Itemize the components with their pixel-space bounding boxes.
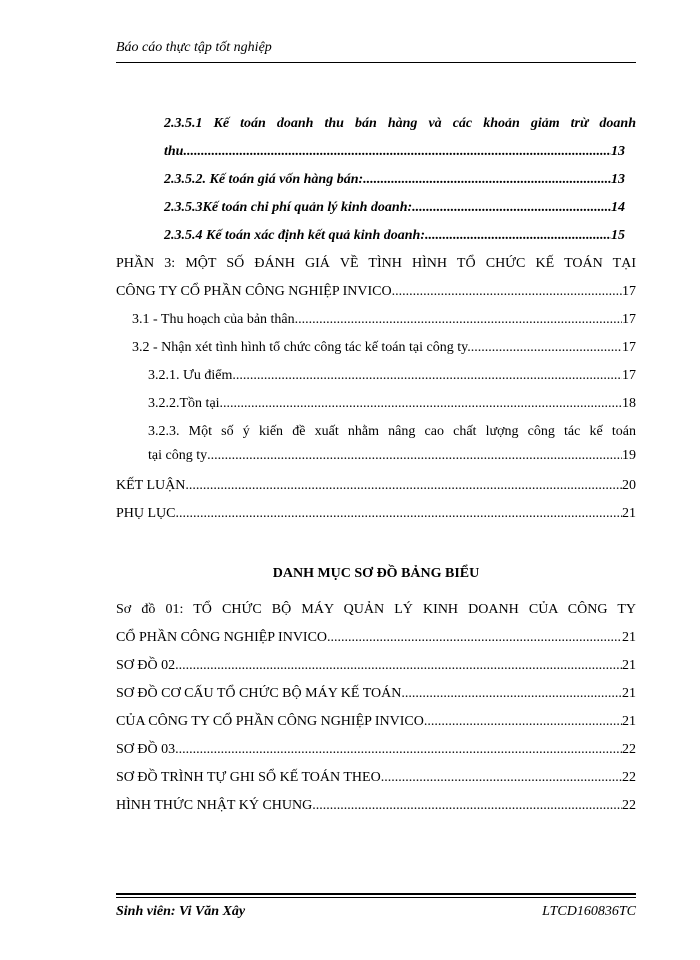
figure-list-entry-page: 21 xyxy=(622,630,636,645)
toc-entry-label: KẾT LUẬN xyxy=(116,478,186,493)
toc-entry-label: 2.3.5.2. Kế toán giá vốn hàng bán: xyxy=(164,172,364,187)
figure-list-entry-page: 21 xyxy=(622,658,636,673)
toc-entry-label: 2.3.5.3Kế toán chi phí quản lý kinh doanh: xyxy=(164,200,413,215)
figure-list-entry[interactable] xyxy=(116,798,636,814)
toc-entry-label: 2.3.5.1 Kế toán doanh thu bán hàng và các khoản giảm trừ doanh xyxy=(164,116,636,131)
figure-list-entry-page: 21 xyxy=(622,686,636,701)
footer-student-name: Sinh viên: Vi Văn Xây xyxy=(116,904,246,919)
toc-entry[interactable] xyxy=(164,172,625,188)
toc-entry-leader xyxy=(471,340,622,356)
toc-entry[interactable] xyxy=(164,144,625,160)
figure-list-entry-page: 22 xyxy=(622,770,636,785)
header-rule xyxy=(116,62,636,63)
figure-list-entry-leader xyxy=(401,686,622,702)
toc-entry-page: 17 xyxy=(622,368,636,383)
footer-student-code: LTCD160836TC xyxy=(542,904,636,919)
toc-entry-leader xyxy=(412,200,611,216)
figure-list-entry-label: HÌNH THỨC NHẬT KÝ CHUNG xyxy=(116,798,313,813)
figure-list-entry-leader xyxy=(175,742,622,758)
toc-entry-page: 19 xyxy=(622,448,636,463)
toc-entry[interactable] xyxy=(116,506,636,522)
figure-list-entry-page: 21 xyxy=(622,714,636,729)
figure-list-entry-label: SƠ ĐỒ TRÌNH TỰ GHI SỔ KẾ TOÁN THEO xyxy=(116,770,381,785)
toc-entry[interactable] xyxy=(148,396,636,412)
toc-entry[interactable] xyxy=(116,284,636,300)
figure-list-entry-page: 22 xyxy=(622,742,636,757)
figure-list-entry-label: SƠ ĐỒ 02 xyxy=(116,658,176,673)
toc-entry-leader xyxy=(363,172,611,188)
toc-entry[interactable] xyxy=(132,312,636,328)
toc-entry-label: 3.2.3. Một số ý kiến đề xuất nhằm nâng cao chất lượng công tác kế toán xyxy=(148,424,636,439)
toc-entry-page: 13 xyxy=(611,172,625,187)
figure-list-entry[interactable] xyxy=(116,714,636,730)
toc-entry-label: 3.1 - Thu hoạch của bản thân xyxy=(132,312,295,327)
toc-entry-page: 20 xyxy=(622,478,636,493)
figure-list-entry[interactable] xyxy=(116,686,636,702)
toc-entry-leader xyxy=(183,144,611,160)
toc-entry-label: tại công ty xyxy=(148,448,208,463)
toc-entry-leader xyxy=(232,368,622,384)
figure-list-entry[interactable] xyxy=(116,630,636,646)
toc-entry-leader xyxy=(220,396,622,412)
figure-list-entry-label: SƠ ĐỒ 03 xyxy=(116,742,176,757)
toc-entry-page: 17 xyxy=(622,312,636,327)
toc-entry-label: CÔNG TY CỔ PHẦN CÔNG NGHIỆP INVICO xyxy=(116,284,392,299)
toc-entry-page: 14 xyxy=(611,200,625,215)
figure-list-entry-label: CỦA CÔNG TY CỔ PHẦN CÔNG NGHIỆP INVICO xyxy=(116,714,424,729)
footer-rule-thin xyxy=(116,897,636,898)
page-header-title: Báo cáo thực tập tốt nghiệp xyxy=(116,40,272,55)
figure-list-entry-label: SƠ ĐỒ CƠ CẤU TỔ CHỨC BỘ MÁY KẾ TOÁN xyxy=(116,686,402,701)
figure-list-entry[interactable] xyxy=(116,770,636,786)
toc-entry-label: 3.2.2.Tồn tại xyxy=(148,396,220,411)
toc-entry-leader xyxy=(295,312,622,328)
toc-entry-label: PHỤ LỤC xyxy=(116,506,176,521)
toc-entry[interactable] xyxy=(148,368,636,384)
toc-entry[interactable] xyxy=(148,448,636,464)
toc-entry-leader xyxy=(176,506,622,522)
toc-entry-label: 3.2.1. Ưu điểm xyxy=(148,368,233,383)
toc-entry-label: 3.2 - Nhận xét tình hình tổ chức công tác kế toán tại công ty. xyxy=(132,340,471,355)
figure-list-entry[interactable] xyxy=(116,658,636,674)
toc-entry-label: thu xyxy=(164,144,184,159)
toc-entry-page: 17 xyxy=(622,284,636,299)
toc-entry-leader xyxy=(207,448,622,464)
toc-entry-page: 17 xyxy=(622,340,636,355)
toc-entry-page: 21 xyxy=(622,506,636,521)
toc-entry-page: 15 xyxy=(611,228,625,243)
toc-entry-leader xyxy=(185,478,622,494)
toc-entry[interactable] xyxy=(116,478,636,494)
figure-list-entry-label: Sơ đồ 01: TỔ CHỨC BỘ MÁY QUẢN LÝ KINH DOANH CỦA CÔNG TY xyxy=(116,602,636,617)
figure-list-entry[interactable] xyxy=(116,742,636,758)
toc-entry[interactable] xyxy=(164,228,625,244)
figure-list-entry-label: CỔ PHẦN CÔNG NGHIỆP INVICO xyxy=(116,630,328,645)
figure-list-entry-leader xyxy=(327,630,622,646)
footer-rule-thick xyxy=(116,893,636,895)
figure-list-title: DANH MỤC SƠ ĐỒ BẢNG BIỂU xyxy=(272,566,480,581)
toc-entry[interactable] xyxy=(164,116,636,132)
toc-entry-page: 18 xyxy=(622,396,636,411)
toc-entry[interactable] xyxy=(116,256,636,272)
toc-entry-label: PHẦN 3: MỘT SỐ ĐÁNH GIÁ VỀ TÌNH HÌNH TỔ CHỨC KẾ TOÁN TẠI xyxy=(116,256,636,271)
toc-entry[interactable] xyxy=(148,424,636,440)
figure-list-entry[interactable] xyxy=(116,602,636,618)
toc-entry-label: 2.3.5.4 Kế toán xác định kết quả kinh doanh: xyxy=(164,228,425,243)
toc-entry-page: 13 xyxy=(611,144,625,159)
toc-entry[interactable] xyxy=(132,340,636,356)
toc-entry-leader xyxy=(425,228,611,244)
figure-list-entry-leader xyxy=(312,798,622,814)
figure-list-entry-leader xyxy=(175,658,622,674)
figure-list-entry-leader xyxy=(424,714,622,730)
figure-list-entry-page: 22 xyxy=(622,798,636,813)
toc-entry-leader xyxy=(392,284,622,300)
figure-list-entry-leader xyxy=(381,770,622,786)
toc-entry[interactable] xyxy=(164,200,625,216)
